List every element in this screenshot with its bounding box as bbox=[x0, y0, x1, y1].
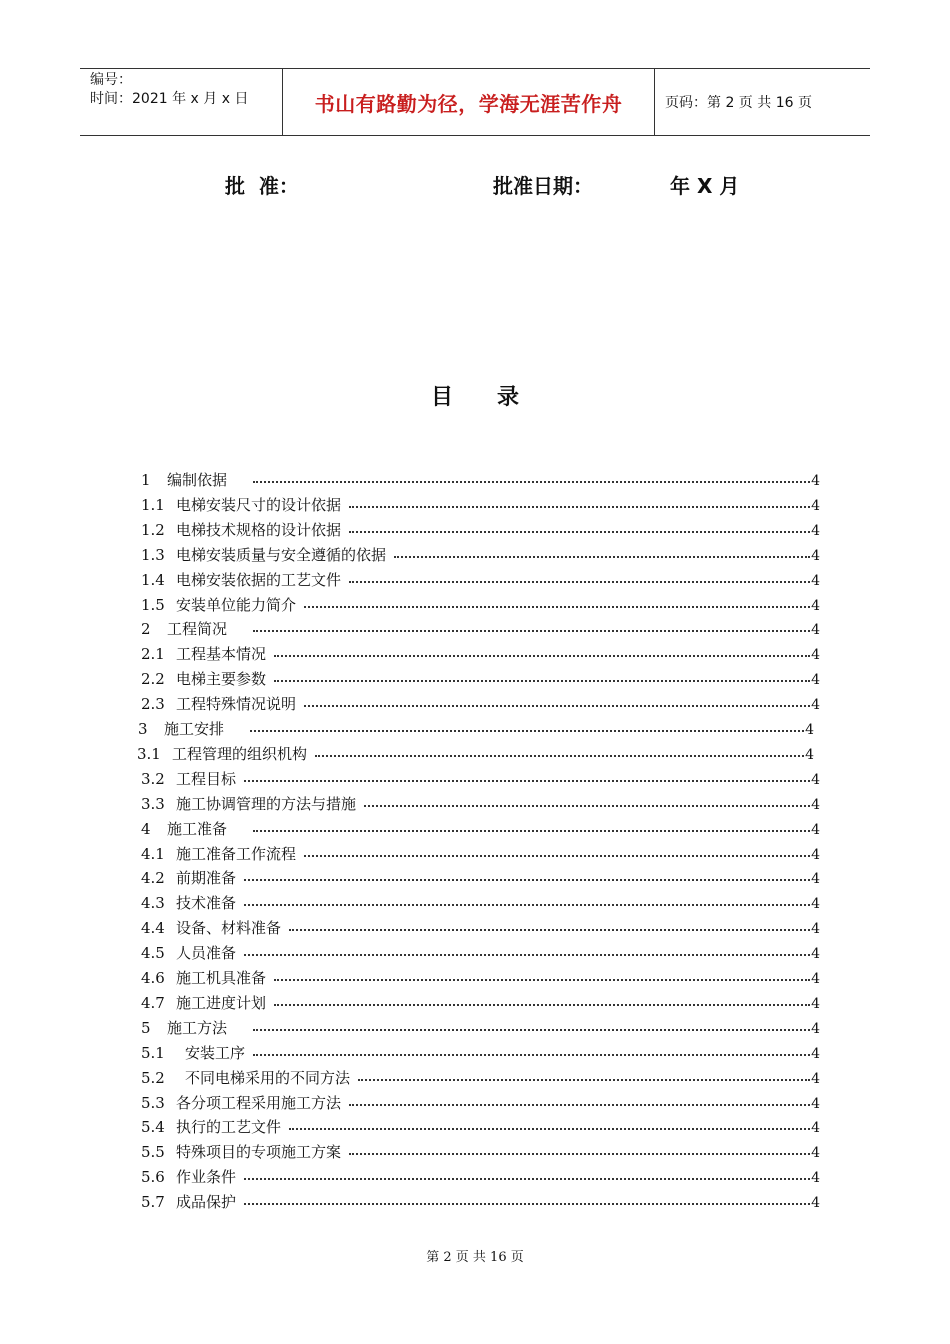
toc-entry-label: 安装工序 bbox=[185, 1043, 246, 1062]
document-header bbox=[80, 68, 870, 136]
toc-entry[interactable] bbox=[141, 966, 820, 990]
toc-entry[interactable] bbox=[141, 642, 820, 666]
toc-leader-dots bbox=[253, 830, 810, 832]
toc-entry-label: 施工方法 bbox=[167, 1018, 228, 1037]
toc-leader-dots bbox=[349, 581, 810, 583]
toc-entry-page: 4 bbox=[811, 697, 820, 714]
toc-entry-page: 4 bbox=[811, 1120, 820, 1137]
toc-entry[interactable] bbox=[141, 1190, 820, 1214]
toc-entry[interactable] bbox=[141, 568, 820, 592]
toc-entry-label: 工程简况 bbox=[167, 620, 228, 639]
toc-entry[interactable] bbox=[141, 792, 820, 816]
toc-entry[interactable] bbox=[141, 1091, 820, 1115]
toc-entry-number: 1.3 bbox=[141, 545, 165, 564]
toc-entry[interactable] bbox=[137, 742, 814, 766]
toc-entry-page: 4 bbox=[811, 622, 820, 639]
toc-entry[interactable] bbox=[138, 717, 814, 741]
toc-entry-label: 施工进度计划 bbox=[176, 993, 267, 1012]
document-time-label: 时间：2021 年 x 月 x 日 bbox=[90, 91, 249, 107]
toc-entry-number: 4.5 bbox=[141, 944, 165, 963]
toc-entry-page: 4 bbox=[811, 1020, 820, 1037]
toc-leader-dots bbox=[289, 1128, 810, 1130]
toc-leader-dots bbox=[253, 481, 810, 483]
toc-entry-label: 施工准备工作流程 bbox=[176, 844, 297, 863]
toc-entry-number: 1.4 bbox=[141, 570, 165, 589]
toc-entry-page: 4 bbox=[805, 746, 814, 763]
toc-entry-label: 施工机具准备 bbox=[176, 969, 267, 987]
toc-entry-page: 4 bbox=[811, 921, 820, 938]
toc-leader-dots bbox=[364, 805, 810, 807]
toc-entry-label: 编制依据 bbox=[167, 471, 228, 489]
toc-entry-label: 电梯技术规格的设计依据 bbox=[176, 520, 342, 539]
toc-leader-dots bbox=[253, 1029, 810, 1031]
toc-entry-label: 不同电梯采用的不同方法 bbox=[185, 1068, 351, 1087]
toc-entry-page: 4 bbox=[811, 597, 820, 614]
toc-entry-number: 5 bbox=[141, 1018, 151, 1037]
toc-entry-page: 4 bbox=[811, 995, 820, 1012]
toc-leader-dots bbox=[304, 855, 810, 857]
document-number-label: 编号： bbox=[90, 72, 132, 88]
toc-entry-label: 电梯安装尺寸的设计依据 bbox=[176, 495, 342, 514]
header-motto: 书山有路勤为径，学海无涯苦作舟 bbox=[282, 69, 655, 135]
toc-entry-label: 各分项工程采用施工方法 bbox=[176, 1093, 342, 1112]
toc-entry-label: 工程管理的组织机构 bbox=[172, 744, 308, 763]
toc-entry[interactable] bbox=[141, 891, 820, 915]
toc-leader-dots bbox=[250, 730, 804, 732]
toc-leader-dots bbox=[304, 606, 810, 608]
toc-entry-number: 3.2 bbox=[141, 769, 165, 788]
toc-entry[interactable] bbox=[141, 1165, 820, 1189]
toc-entry-label: 工程基本情况 bbox=[176, 645, 267, 664]
toc-entry-number: 5.2 bbox=[141, 1068, 165, 1087]
toc-entry[interactable] bbox=[141, 1041, 820, 1065]
toc-entry-page: 4 bbox=[811, 547, 820, 564]
toc-entry-number: 3.1 bbox=[137, 744, 161, 763]
toc-leader-dots bbox=[274, 1004, 810, 1006]
toc-entry[interactable] bbox=[141, 842, 820, 866]
toc-entry-label: 工程特殊情况说明 bbox=[176, 695, 297, 714]
toc-entry-label: 电梯安装依据的工艺文件 bbox=[176, 570, 342, 589]
toc-leader-dots bbox=[244, 1178, 810, 1180]
toc-entry-label: 作业条件 bbox=[176, 1168, 237, 1187]
toc-entry[interactable] bbox=[141, 667, 820, 691]
toc-leader-dots bbox=[253, 630, 810, 632]
toc-entry[interactable] bbox=[141, 617, 820, 641]
approve-label: 批 准： bbox=[225, 174, 299, 198]
toc-entry-page: 4 bbox=[811, 647, 820, 664]
toc-leader-dots bbox=[358, 1079, 810, 1081]
toc-entry[interactable] bbox=[141, 518, 820, 542]
toc-entry-number: 2.1 bbox=[141, 645, 165, 664]
toc-entry-number: 1.5 bbox=[141, 595, 165, 614]
toc-entry-number: 5.5 bbox=[141, 1143, 165, 1162]
toc-entry-number: 5.1 bbox=[141, 1043, 165, 1062]
toc-entry-label: 设备、材料准备 bbox=[176, 919, 282, 938]
toc-entry-page: 4 bbox=[811, 796, 820, 813]
toc-entry[interactable] bbox=[141, 916, 820, 940]
toc-leader-dots bbox=[349, 531, 810, 533]
toc-entry-page: 4 bbox=[811, 896, 820, 913]
approval-date-label: 批准日期： bbox=[493, 174, 593, 198]
toc-entry-number: 2.3 bbox=[141, 695, 165, 714]
toc-leader-dots bbox=[349, 506, 810, 508]
toc-entry-number: 2.2 bbox=[141, 670, 165, 689]
toc-entry[interactable] bbox=[141, 593, 820, 617]
header-meta bbox=[80, 69, 282, 135]
toc-entry-number: 5.3 bbox=[141, 1093, 165, 1112]
approval-date-value: 年 X 月 bbox=[670, 174, 740, 198]
page-footer: 第 2 页 共 16 页 bbox=[426, 1250, 524, 1265]
toc-entry-page: 4 bbox=[811, 1195, 820, 1212]
toc-entry-number: 4.7 bbox=[141, 993, 165, 1012]
toc-leader-dots bbox=[253, 1054, 810, 1056]
toc-entry-page: 4 bbox=[811, 572, 820, 589]
toc-entry-page: 4 bbox=[811, 946, 820, 963]
toc-leader-dots bbox=[244, 954, 810, 956]
toc-entry-page: 4 bbox=[811, 1045, 820, 1062]
toc-entry-number: 3 bbox=[138, 720, 148, 738]
toc-entry-number: 3.3 bbox=[141, 794, 165, 813]
header-page-info: 页码：第 2 页 共 16 页 bbox=[665, 95, 812, 111]
toc-leader-dots bbox=[274, 680, 810, 682]
toc-entry-page: 4 bbox=[811, 1170, 820, 1187]
toc-entry-page: 4 bbox=[811, 971, 820, 987]
toc-entry-label: 技术准备 bbox=[176, 894, 237, 913]
toc-entry[interactable] bbox=[141, 1115, 820, 1139]
toc-entry-page: 4 bbox=[811, 672, 820, 689]
toc-entry-number: 4.3 bbox=[141, 894, 165, 913]
toc-entry[interactable] bbox=[141, 543, 820, 567]
toc-entry[interactable] bbox=[141, 1140, 820, 1164]
toc-leader-dots bbox=[304, 705, 810, 707]
toc-leader-dots bbox=[349, 1104, 810, 1106]
toc-entry-number: 5.6 bbox=[141, 1168, 165, 1187]
toc-entry-number: 4.2 bbox=[141, 869, 165, 888]
toc-entry[interactable] bbox=[141, 991, 820, 1015]
toc-entry-page: 4 bbox=[811, 473, 820, 489]
toc-entry-page: 4 bbox=[811, 846, 820, 863]
toc-entry-label: 成品保护 bbox=[176, 1193, 237, 1212]
toc-entry[interactable] bbox=[141, 692, 820, 716]
toc-entry-number: 5.7 bbox=[141, 1193, 165, 1212]
toc-leader-dots bbox=[274, 655, 810, 657]
toc-leader-dots bbox=[394, 556, 810, 558]
toc-entry-number: 4.4 bbox=[141, 919, 165, 938]
toc-entry-label: 执行的工艺文件 bbox=[176, 1118, 282, 1137]
toc-leader-dots bbox=[244, 780, 810, 782]
toc-entry-page: 4 bbox=[811, 821, 820, 838]
toc-entry-number: 1.1 bbox=[141, 495, 165, 514]
toc-entry[interactable] bbox=[141, 493, 820, 517]
toc-entry-page: 4 bbox=[811, 771, 820, 788]
toc-entry[interactable] bbox=[141, 817, 820, 841]
toc-entry-page: 4 bbox=[811, 871, 820, 888]
toc-entry-label: 电梯主要参数 bbox=[176, 670, 267, 689]
toc-entry-number: 2 bbox=[141, 620, 151, 639]
toc-leader-dots bbox=[289, 929, 810, 931]
toc-leader-dots bbox=[244, 1203, 810, 1205]
toc-entry-page: 4 bbox=[805, 722, 814, 738]
toc-entry[interactable] bbox=[141, 866, 820, 890]
toc-leader-dots bbox=[244, 879, 810, 881]
toc-leader-dots bbox=[315, 755, 804, 757]
toc-entry[interactable] bbox=[141, 1066, 820, 1090]
toc-entry-page: 4 bbox=[811, 522, 820, 539]
toc-entry-label: 前期准备 bbox=[176, 869, 237, 888]
toc-entry-page: 4 bbox=[811, 1070, 820, 1087]
toc-entry[interactable] bbox=[141, 941, 820, 965]
toc-entry-label: 特殊项目的专项施工方案 bbox=[176, 1143, 342, 1162]
toc-leader-dots bbox=[349, 1153, 810, 1155]
toc-entry-number: 4.6 bbox=[141, 969, 165, 987]
toc-entry-label: 施工准备 bbox=[167, 819, 228, 838]
toc-entry-label: 电梯安装质量与安全遵循的依据 bbox=[176, 545, 387, 564]
toc-entry[interactable] bbox=[141, 468, 820, 492]
toc-entry-label: 施工协调管理的方法与措施 bbox=[176, 794, 357, 813]
toc-entry-label: 安装单位能力简介 bbox=[176, 595, 297, 614]
toc-entry-page: 4 bbox=[811, 1145, 820, 1162]
toc-entry-number: 1 bbox=[141, 471, 151, 489]
toc-entry-label: 人员准备 bbox=[176, 944, 237, 963]
toc-entry-number: 4.1 bbox=[141, 844, 165, 863]
toc-entry-page: 4 bbox=[811, 497, 820, 514]
toc-entry[interactable] bbox=[141, 1016, 820, 1040]
toc-leader-dots bbox=[244, 904, 810, 906]
toc-entry-number: 1.2 bbox=[141, 520, 165, 539]
toc-entry-label: 工程目标 bbox=[176, 769, 237, 788]
toc-entry-label: 施工安排 bbox=[164, 720, 225, 738]
toc-entry-number: 4 bbox=[141, 819, 151, 838]
approval-line bbox=[0, 170, 950, 200]
toc-title: 目录 bbox=[430, 385, 563, 410]
toc-leader-dots bbox=[274, 979, 810, 981]
toc-entry[interactable] bbox=[141, 767, 820, 791]
toc-entry-page: 4 bbox=[811, 1095, 820, 1112]
toc-entry-number: 5.4 bbox=[141, 1118, 165, 1137]
